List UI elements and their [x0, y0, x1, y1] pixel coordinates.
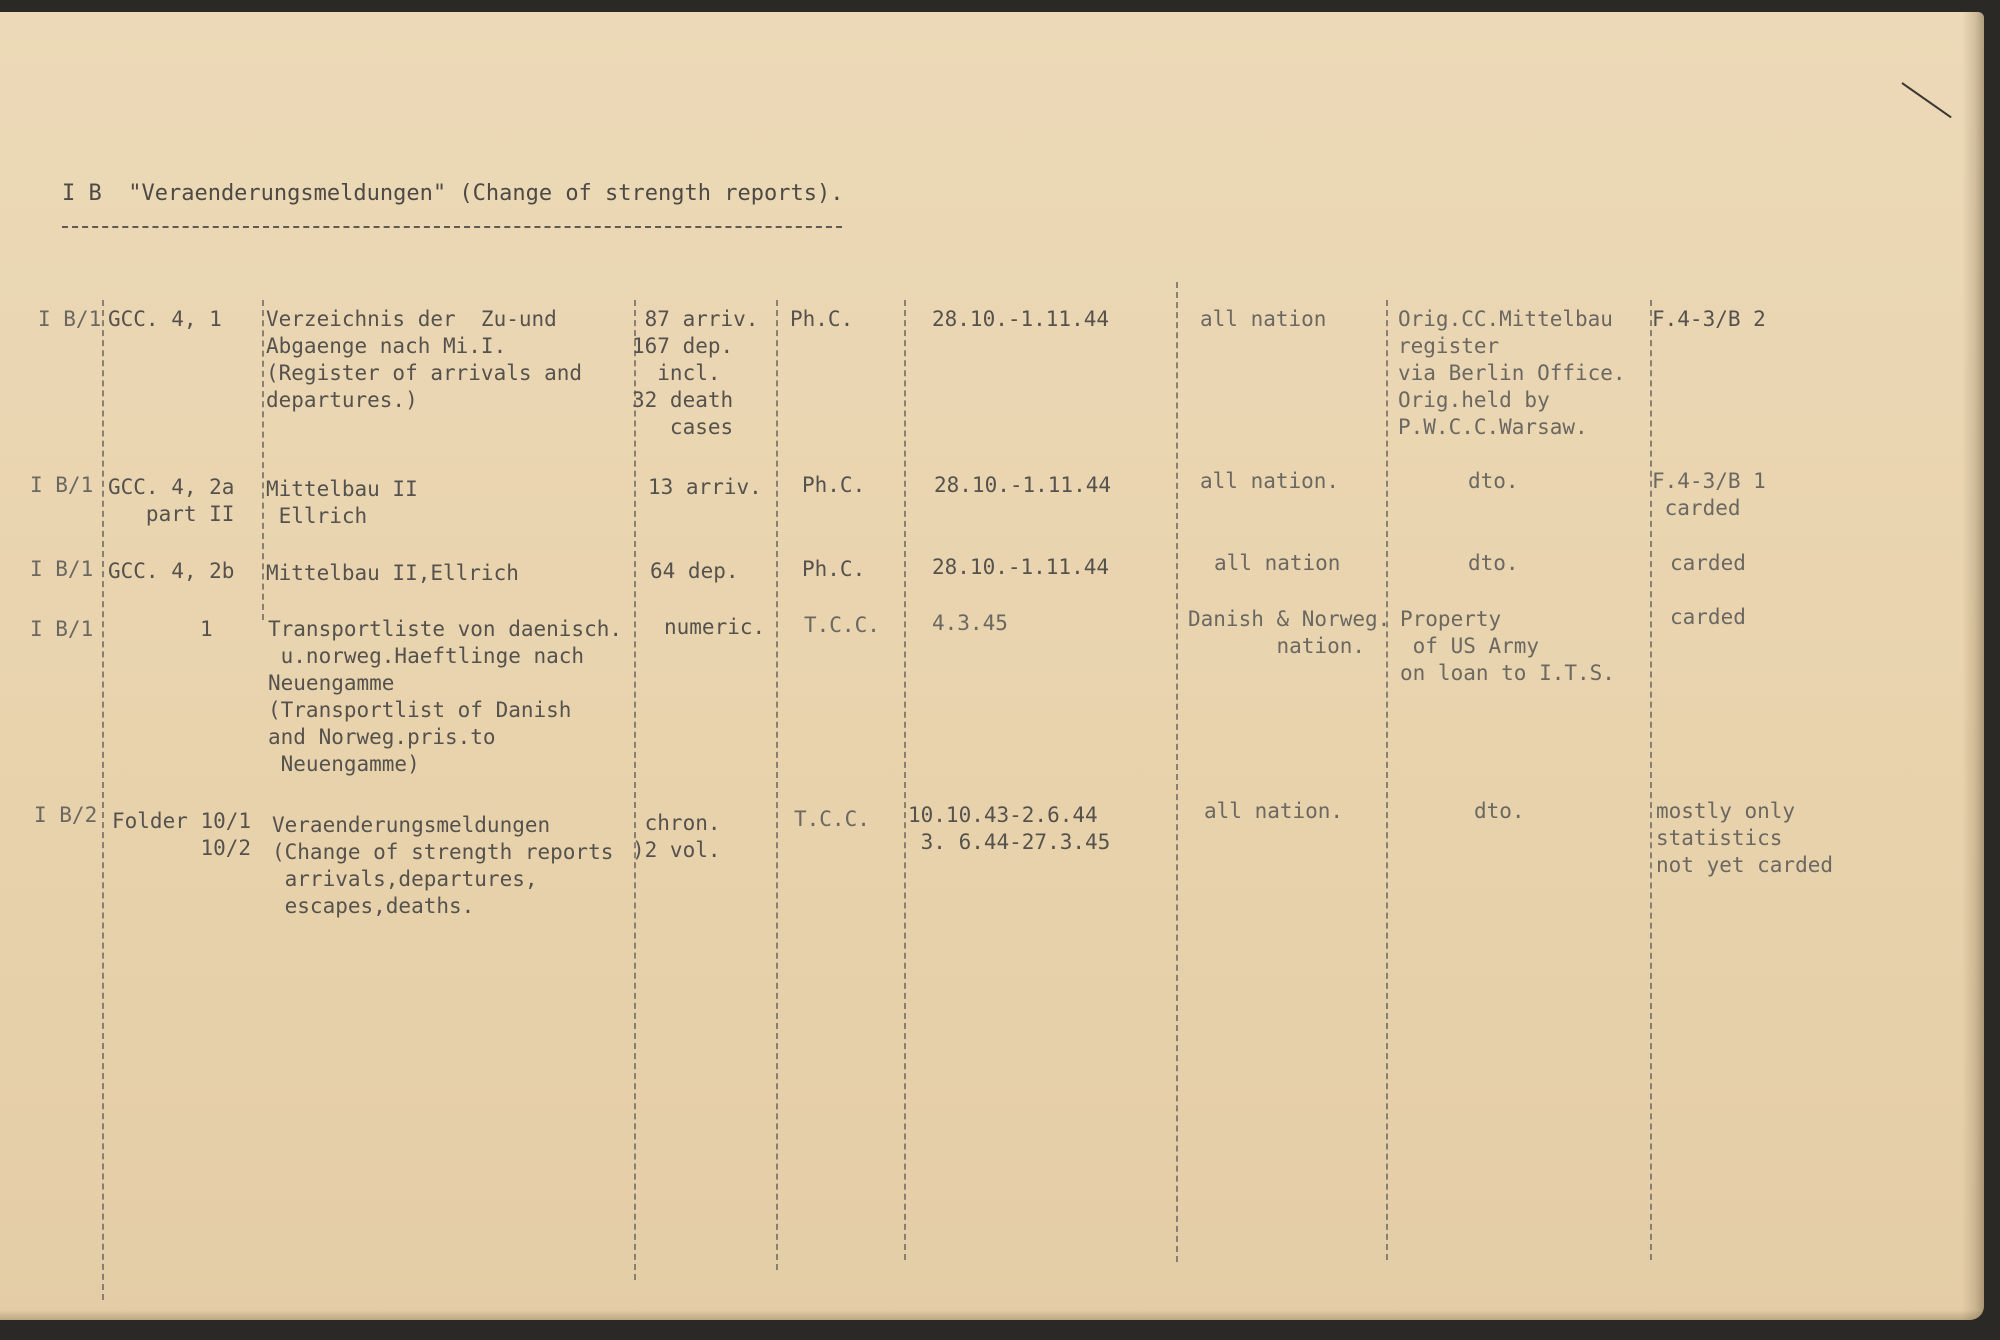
row-copy-type: T.C.C.: [794, 807, 870, 831]
row-ref: I B/2: [34, 803, 98, 827]
document-page: [0, 12, 1984, 1320]
row-remark: F.4-3/B 2: [1652, 307, 1766, 331]
row-copy-type: T.C.C.: [804, 613, 880, 637]
title-underline: [62, 226, 842, 230]
row-ref: I B/1: [38, 307, 102, 331]
row-nationality: Danish & Norweg. nation.: [1188, 607, 1391, 658]
row-nationality: all nation: [1214, 551, 1341, 575]
row-source: dto.: [1468, 469, 1519, 493]
row-period: 10.10.43-2.6.44 3. 6.44-27.3.45: [908, 803, 1111, 854]
row-quantity: numeric.: [664, 615, 766, 639]
row-source: Orig.CC.Mittelbau register via Berlin Office. Orig.held by P.W.C.C.Warsaw.: [1398, 307, 1626, 439]
row-quantity: chron. )2 vol.: [632, 811, 721, 862]
row-nationality: all nation: [1200, 307, 1327, 331]
row-source: Property of US Army on loan to I.T.S.: [1400, 607, 1615, 685]
row-copy-type: Ph.C.: [802, 557, 866, 581]
row-description: Mittelbau II,Ellrich: [266, 561, 519, 585]
row-source: dto.: [1468, 551, 1519, 575]
row-quantity: 64 dep.: [650, 559, 739, 583]
column-divider: [102, 300, 104, 1300]
row-remark: mostly only statistics not yet carded: [1656, 799, 1834, 877]
row-description: Veraenderungsmeldungen (Change of strength reports arrivals,departures, escapes,deaths.: [272, 813, 614, 918]
row-remark: carded: [1670, 551, 1746, 575]
column-divider: [776, 300, 778, 1270]
row-remark: carded: [1670, 605, 1746, 629]
row-quantity: 13 arriv.: [648, 475, 762, 499]
row-source: dto.: [1474, 799, 1525, 823]
row-document-number: GCC. 4, 1: [108, 307, 222, 331]
page-bottom-shadow: [0, 1310, 1984, 1320]
column-divider: [1386, 300, 1388, 1260]
row-period: 28.10.-1.11.44: [932, 307, 1110, 331]
row-period: 4.3.45: [932, 611, 1008, 635]
row-description: Mittelbau II Ellrich: [266, 477, 418, 528]
row-document-number: GCC. 4, 2a part II: [108, 475, 235, 526]
row-ref: I B/1: [30, 617, 94, 641]
column-divider: [904, 300, 906, 1260]
row-copy-type: Ph.C.: [802, 473, 866, 497]
column-divider: [1650, 300, 1652, 1260]
row-nationality: all nation.: [1200, 469, 1340, 493]
row-ref: I B/1: [30, 557, 94, 581]
row-period: 28.10.-1.11.44: [934, 473, 1112, 497]
row-document-number: 1: [200, 617, 213, 641]
row-nationality: all nation.: [1204, 799, 1344, 823]
column-divider: [262, 300, 264, 620]
column-divider: [1176, 282, 1178, 1262]
column-divider: [634, 300, 636, 1280]
row-period: 28.10.-1.11.44: [932, 555, 1110, 579]
row-remark: F.4-3/B 1 carded: [1652, 469, 1766, 520]
row-description: Transportliste von daenisch. u.norweg.Haeftlinge nach Neuengamme (Transportlist of Danish and Norweg.pris.to Neuengamme): [268, 617, 623, 776]
pen-mark: [1901, 82, 1951, 118]
row-document-number: GCC. 4, 2b: [108, 559, 235, 583]
row-description: Verzeichnis der Zu-und Abgaenge nach Mi.I. (Register of arrivals and departures.): [266, 307, 583, 412]
row-document-number: Folder 10/1 10/2: [112, 809, 252, 860]
row-ref: I B/1: [30, 473, 94, 497]
row-quantity: 87 arriv. 167 dep. incl. 32 death cases: [632, 307, 759, 439]
page-title: I B "Veraenderungsmeldungen" (Change of strength reports).: [62, 181, 844, 206]
page-edge-shadow: [1962, 12, 1984, 1320]
row-copy-type: Ph.C.: [790, 307, 854, 331]
